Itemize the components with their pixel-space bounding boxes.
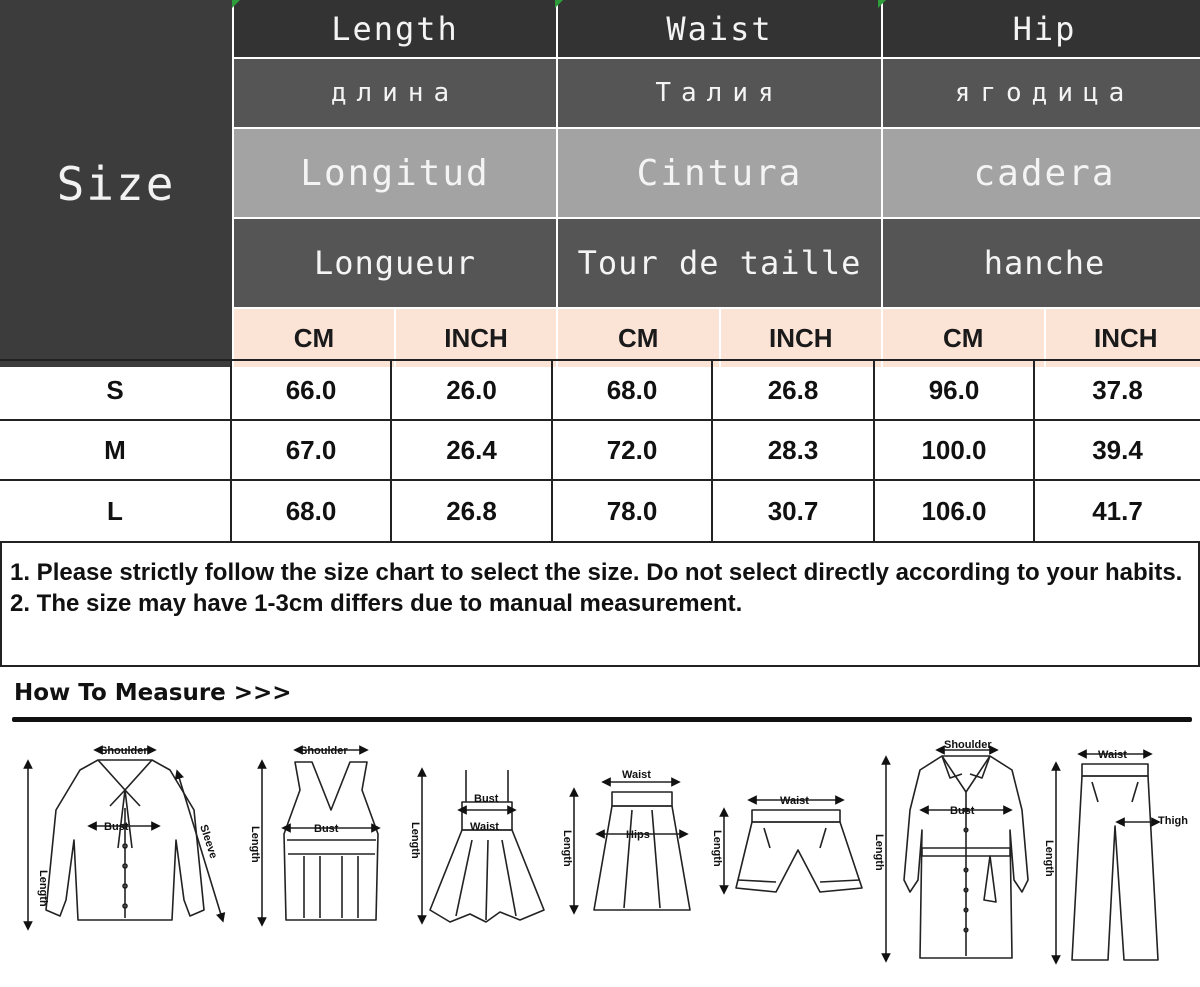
tank-top-diagram — [262, 750, 378, 922]
size-chart-header — [0, 0, 1200, 359]
thigh-label: Thigh — [1158, 815, 1188, 827]
value-cell: 39.4 — [1035, 421, 1200, 481]
unit-cm-label: CM — [883, 309, 1044, 367]
value-cell: 68.0 — [553, 361, 713, 421]
shorts-diagram — [724, 800, 862, 892]
value-cell: 26.4 — [392, 421, 553, 481]
blouse-diagram — [28, 750, 222, 926]
waist-label: Waist — [780, 795, 809, 807]
size-cell: M — [0, 421, 232, 481]
value-cell: 67.0 — [232, 421, 392, 481]
waist-header-fr: Tour de taille — [558, 219, 881, 307]
unit-inch-label: INCH — [721, 309, 882, 367]
skirt-diagram — [574, 782, 690, 910]
size-notes — [0, 543, 1200, 667]
value-cell: 26.8 — [713, 361, 875, 421]
shoulder-label: Shoulder — [300, 745, 348, 757]
length-label: Length — [873, 834, 885, 871]
hips-label: Hips — [626, 829, 650, 841]
value-cell: 37.8 — [1035, 361, 1200, 421]
length-header-en: Length — [234, 0, 556, 57]
sleeve-label: Sleeve — [197, 823, 220, 861]
value-cell: 30.7 — [713, 481, 875, 541]
waist-header-en: Waist — [558, 0, 881, 57]
length-label: Length — [37, 870, 49, 907]
section-divider — [12, 717, 1192, 722]
value-cell: 26.0 — [392, 361, 553, 421]
length-label: Length — [1043, 840, 1055, 877]
unit-cm-label: CM — [558, 309, 719, 367]
value-cell: 41.7 — [1092, 495, 1143, 526]
value-cell: 28.3 — [713, 421, 875, 481]
shoulder-label: Shoulder — [100, 745, 148, 757]
unit-inch-label: INCH — [396, 309, 556, 367]
size-cell: L — [0, 481, 232, 541]
waist-label: Waist — [470, 821, 499, 833]
bust-label: Bust — [474, 793, 499, 805]
waist-header-ru: Талия — [558, 59, 881, 127]
waist-label: Waist — [622, 769, 651, 781]
size-data-table — [0, 359, 1200, 543]
unit-inch-label: INCH — [1046, 309, 1200, 367]
waist-label: Waist — [1098, 749, 1127, 761]
note-line-1: 1. Please strictly follow the size chart to select the size. Do not select directly according to your habits. — [10, 559, 1183, 586]
value-cell: 106.0 — [875, 481, 1035, 541]
value-cell: 78.0 — [553, 481, 713, 541]
unit-cm-label: CM — [234, 309, 394, 367]
coat-diagram — [886, 750, 1028, 958]
length-label: Length — [249, 826, 261, 863]
pants-diagram — [1056, 754, 1158, 960]
length-header-fr: Longueur — [234, 219, 556, 307]
hip-header-ru: ягодица — [883, 59, 1200, 127]
shoulder-label: Shoulder — [944, 739, 992, 751]
size-cell: S — [0, 361, 232, 421]
hip-header-es: cadera — [883, 129, 1200, 217]
value-cell: 72.0 — [553, 421, 713, 481]
hip-header-en: Hip — [883, 0, 1200, 57]
bust-label: Bust — [314, 823, 339, 835]
length-label: Length — [711, 830, 723, 867]
how-to-measure-title: How To Measure >>> — [14, 680, 292, 706]
length-header-ru: длина — [234, 59, 556, 127]
measurement-diagrams — [0, 730, 1200, 987]
length-label: Length — [409, 822, 421, 859]
value-cell: 26.8 — [392, 481, 553, 541]
hip-header-fr: hanche — [883, 219, 1200, 307]
value-cell: 100.0 — [875, 421, 1035, 481]
value-cell: 66.0 — [232, 361, 392, 421]
bust-label: Bust — [104, 821, 129, 833]
bust-label: Bust — [950, 805, 975, 817]
value-cell: 96.0 — [875, 361, 1035, 421]
size-header-cell: Size — [0, 0, 232, 367]
waist-header-es: Cintura — [558, 129, 881, 217]
note-line-2: 2. The size may have 1-3cm differs due to manual measurement. — [10, 590, 743, 617]
length-label: Length — [561, 830, 573, 867]
garment-illustrations — [0, 730, 1200, 987]
value-cell: 68.0 — [232, 481, 392, 541]
length-header-es: Longitud — [234, 129, 556, 217]
